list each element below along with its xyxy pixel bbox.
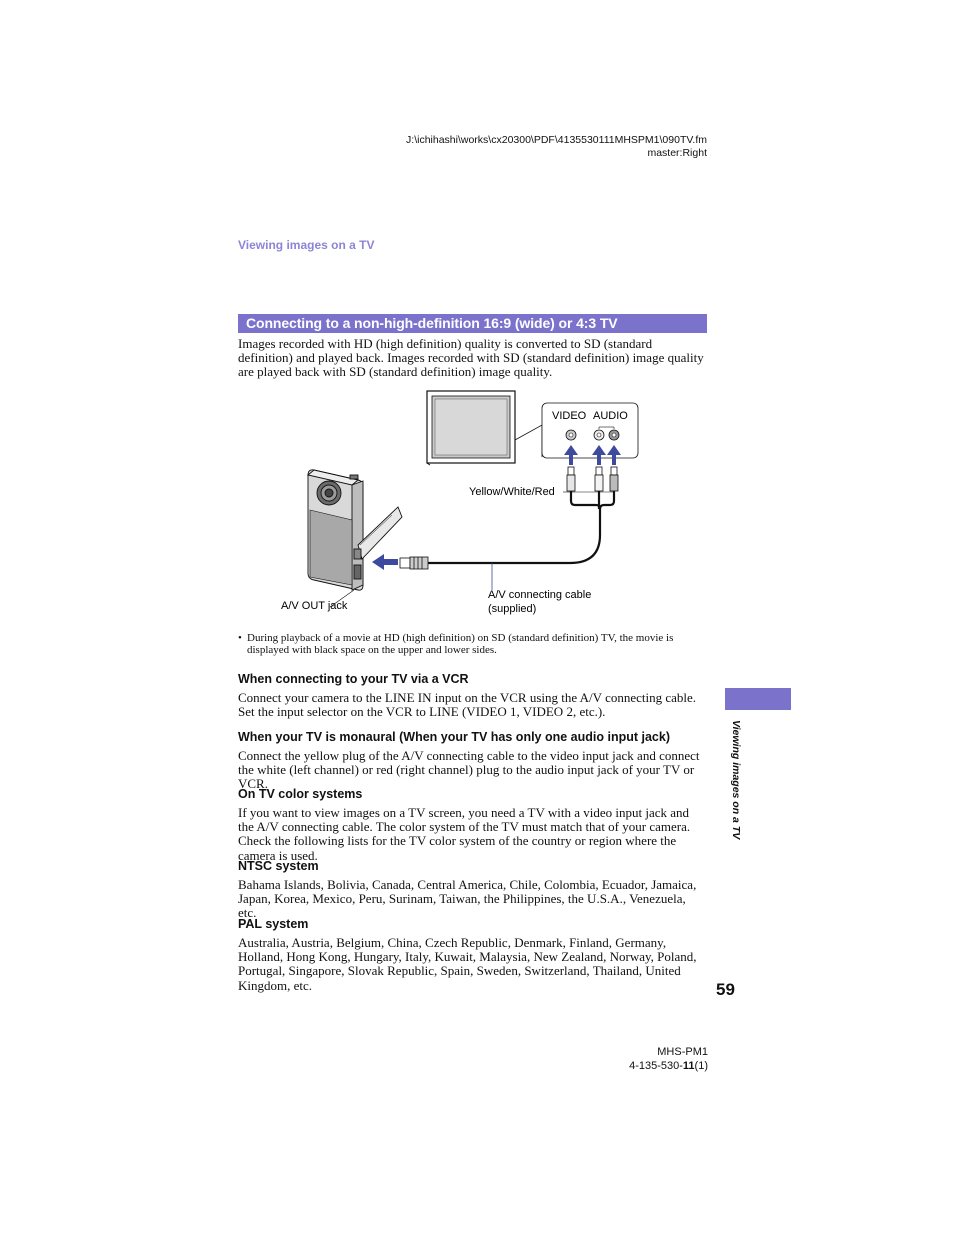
color-systems-text: If you want to view images on a TV screen, you need a TV with a video input jack and the A/V connecting cable. The color system of the TV must match that of your camera. Check the following lists for the TV color system of the country or region where the camera is used. xyxy=(238,805,691,863)
ntsc-text: Bahama Islands, Bolivia, Canada, Central America, Chile, Colombia, Ecuador, Jamaica, Japan, Korea, Mexico, Peru, Surinam, Taiwan, the Philippines, the U.S.A., Venezuela, etc. xyxy=(238,877,697,921)
page-number: 59 xyxy=(716,980,735,999)
chapter-tab xyxy=(725,688,791,710)
monaural-text: Connect the yellow plug of the A/V connecting cable to the video input jack and connect the white (left channel) or red (right channel) plug to the audio input jack of your TV or VCR. xyxy=(238,748,700,792)
footer xyxy=(629,1045,708,1073)
connection-diagram xyxy=(270,385,660,620)
part-code: 4-135-530-11(1) xyxy=(629,1060,708,1072)
cable-label-line1: A/V connecting cable xyxy=(488,589,592,601)
av-out-jack-label: A/V OUT jack xyxy=(281,600,348,612)
chapter-tab-text: Viewing images on a TV xyxy=(730,720,742,840)
pal-text: Australia, Austria, Belgium, China, Czech Republic, Denmark, Finland, Germany, Holland, Hong Kong, Hungary, Italy, Kuwait, Malaysia, New Zealand, Norway, Poland, Portugal, Singapore, Slovak Republic, Spain, Sweden, Switzerland, Thailand, United Kingdom, etc. xyxy=(238,935,697,993)
av-cable xyxy=(428,491,600,563)
vcr-text: Connect your camera to the LINE IN input on the VCR using the A/V connecting cable. Set the input selector on the VCR to LINE (VIDEO 1, VIDEO 2, etc.). xyxy=(238,690,697,720)
rca-plugs xyxy=(567,467,618,491)
running-head: Viewing images on a TV xyxy=(238,238,375,252)
tv-illustration xyxy=(427,391,515,465)
ntsc-heading: NTSC system xyxy=(238,859,319,873)
master-label: master:Right xyxy=(647,147,707,159)
note-text: During playback of a movie at HD (high definition) on SD (standard definition) TV, the movie is displayed with black space on the upper and lower sides. xyxy=(247,632,674,657)
section-title: Connecting to a non-high-definition 16:9 (wide) or 4:3 TV xyxy=(246,315,618,331)
file-path-header xyxy=(406,134,707,160)
monaural-heading: When your TV is monaural (When your TV has only one audio input jack) xyxy=(238,730,670,744)
camera-illustration xyxy=(308,470,402,607)
intro-paragraph: Images recorded with HD (high definition) quality is converted to SD (standard definition) and played back. Images recorded with SD (standard definition) image quality are played back with SD (standard definition) image quality. xyxy=(238,336,704,380)
cable-label-line2: (supplied) xyxy=(488,603,537,615)
color-systems-heading: On TV color systems xyxy=(238,787,363,801)
video-label: VIDEO xyxy=(552,410,587,422)
av-plug xyxy=(400,557,428,569)
file-path: J:\ichihashi\works\cx20300\PDF\4135530111MHSPM1\090TV.fm xyxy=(406,134,707,146)
vcr-heading: When connecting to your TV via a VCR xyxy=(238,672,469,686)
plug-color-label: Yellow/White/Red xyxy=(469,486,555,498)
audio-label: AUDIO xyxy=(593,410,628,422)
note-bullet: • xyxy=(238,632,242,644)
model-number: MHS-PM1 xyxy=(657,1046,708,1058)
jack-arrow xyxy=(372,554,398,570)
pal-heading: PAL system xyxy=(238,917,309,931)
